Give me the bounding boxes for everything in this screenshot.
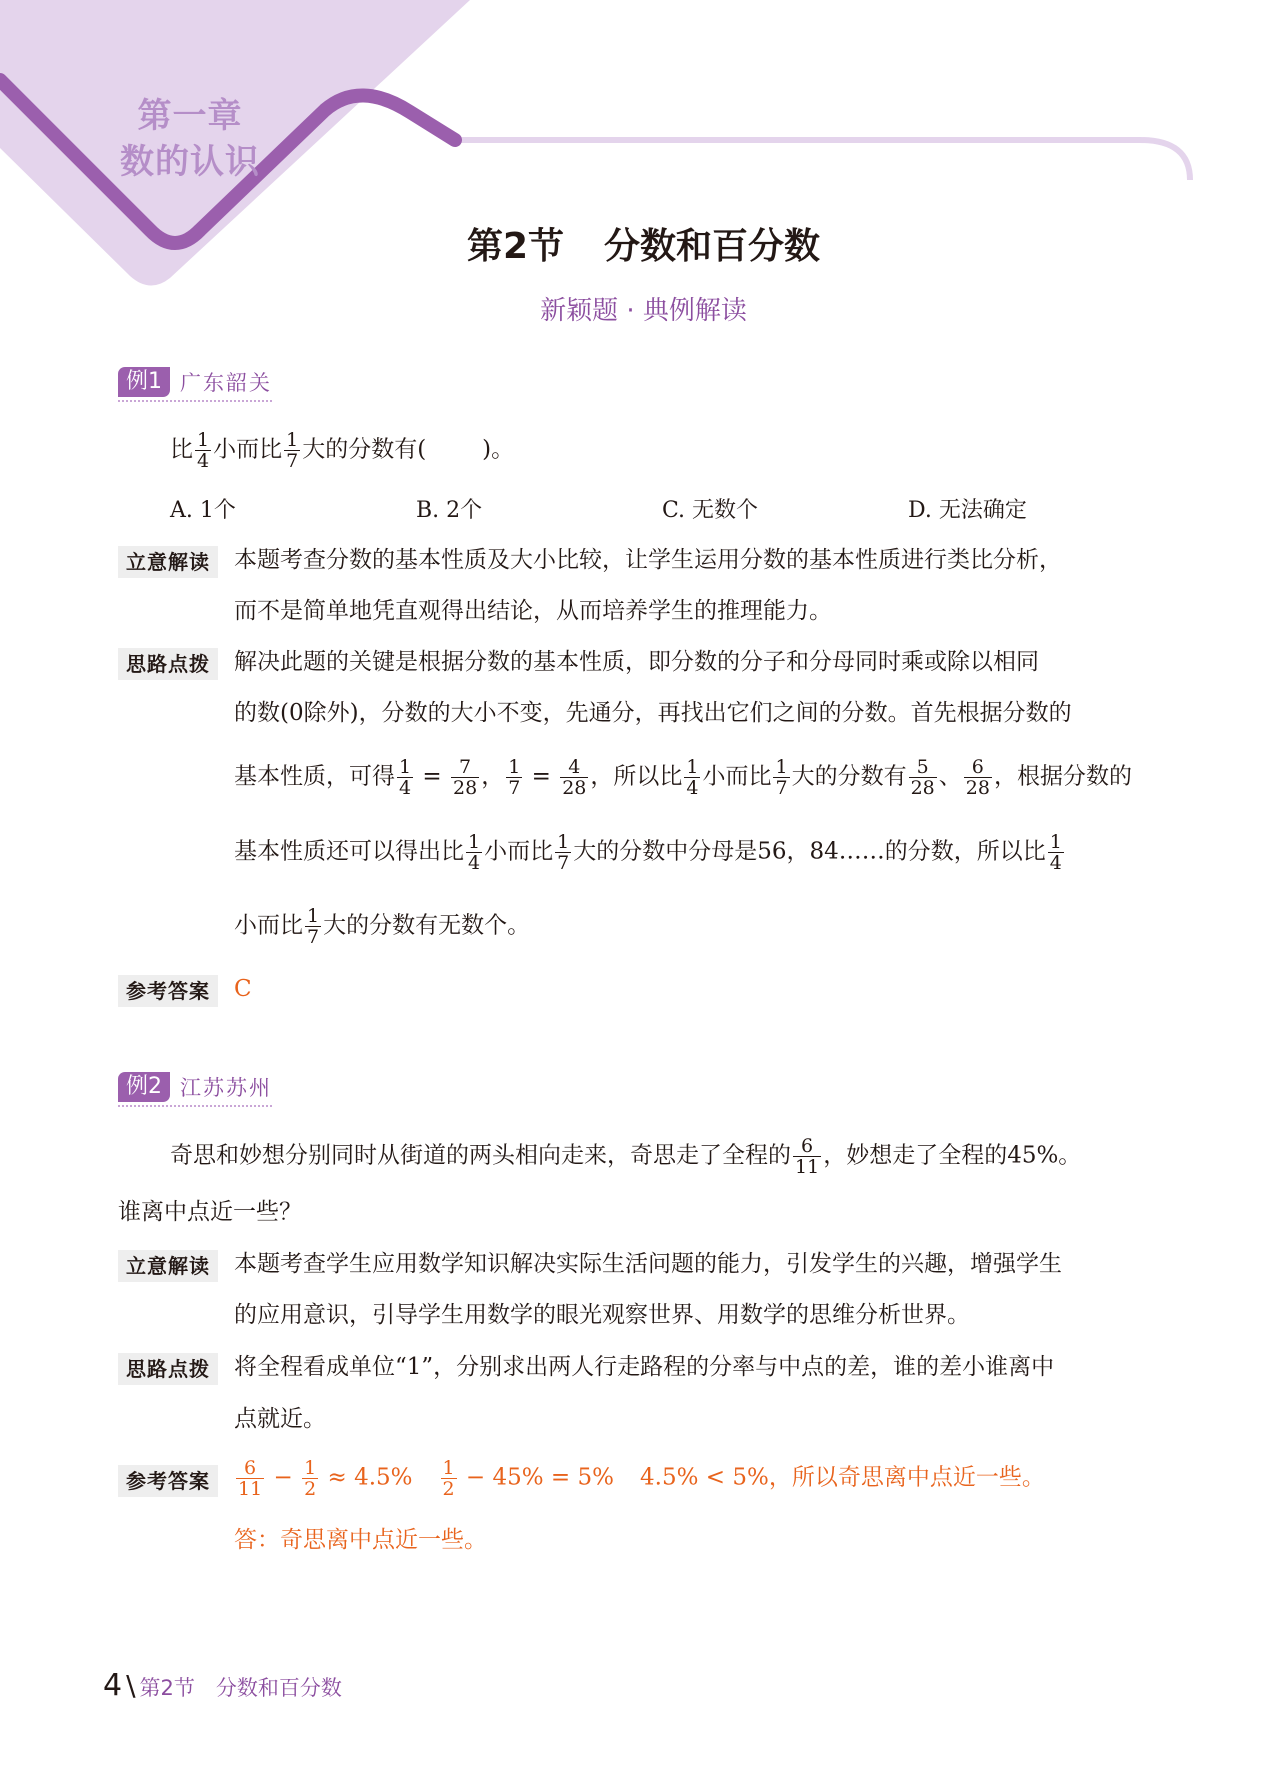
- hint-text: 将全程看成单位“1”，分别求出两人行走路程的分率与中点的差，谁的差小谁离中: [234, 1354, 1055, 1380]
- text-run: 大的分数中分母是56，84……的分数，所以比: [573, 838, 1046, 865]
- footer-separator: \: [126, 1669, 136, 1702]
- example-2-tag: [118, 1071, 272, 1107]
- section-heading: [0, 218, 1287, 269]
- example-badge: 例2: [118, 1072, 170, 1102]
- example-2-question: [170, 1136, 1081, 1177]
- hint-text: 的数(0除外)，分数的大小不变，先通分，再找出它们之间的分数。首先根据分数的: [234, 700, 1072, 726]
- option-b: B. 2个: [416, 498, 483, 523]
- text-run: ，所以比: [590, 763, 683, 790]
- section-number: 第2节: [466, 226, 565, 267]
- text-run: 大的分数有(: [302, 436, 427, 463]
- intent-label: 立意解读: [118, 1250, 218, 1282]
- footer-section: 第2节 分数和百分数: [139, 1676, 342, 1700]
- hint-label: 思路点拨: [118, 648, 218, 680]
- fraction: $\frac{1}{7}$: [508, 756, 521, 799]
- section-banner: 新颖题 · 典例解读: [540, 296, 747, 326]
- fraction: $\frac{6}{11}$: [238, 1457, 263, 1500]
- answer-label: 参考答案: [118, 975, 218, 1007]
- intent-text: 本题考查学生应用数学知识解决实际生活问题的能力，引发学生的兴趣，增强学生: [234, 1251, 1062, 1277]
- hint-text: 点就近。: [234, 1406, 326, 1432]
- example-region: 江苏苏州: [180, 1076, 272, 1100]
- text-run: ≈ 4.5%: [327, 1464, 413, 1491]
- answer-text: C: [234, 976, 252, 1002]
- hint-text: 解决此题的关键是根据分数的基本性质，即分数的分子和分母同时乘或除以相同: [234, 649, 1039, 675]
- text-run: −: [273, 1464, 293, 1491]
- option-c: C. 无数个: [662, 498, 759, 523]
- fraction: $\frac{1}{7}$: [307, 905, 320, 948]
- page-footer: [103, 1668, 342, 1703]
- text-run: − 45% = 5%: [465, 1464, 615, 1491]
- intent-label: 立意解读: [118, 546, 218, 578]
- hint-text: [234, 906, 530, 947]
- chapter-title: 数的认识: [120, 142, 260, 182]
- fraction: $\frac{1}{4}$: [686, 756, 699, 799]
- answer-text: [234, 1458, 1045, 1499]
- intent-text: 而不是简单地凭直观得出结论，从而培养学生的推理能力。: [234, 598, 832, 624]
- fraction: $\frac{1}{4}$: [1049, 831, 1062, 874]
- page-number: 4: [103, 1668, 123, 1703]
- hint-text: [234, 832, 1066, 873]
- text-run: ，: [481, 763, 505, 790]
- text-run: 、: [938, 763, 962, 790]
- text-run: 小而比: [234, 912, 303, 939]
- hint-text: 基本性质，可得 $\frac{1}{4}$ = $\frac{7}{28}$ ， $\frac{1}{7}$ = $\frac{4}{28}$ ，所以比 $\frac{1}{4}$ 小而比 $\frac{1}{7}$ 大的分数有 $\frac{5}{28}$ 、 $\frac{6}{28}$ ，根据分数的: [234, 756, 1132, 799]
- text-run: ，根据分数的: [993, 763, 1132, 790]
- fraction: $\frac{1}{2}$: [442, 1457, 455, 1500]
- fraction: $\frac{7}{28}$: [453, 756, 478, 799]
- text-run: 大的分数有无数个。: [323, 912, 531, 939]
- text-run: )。: [482, 436, 515, 463]
- fraction: $\frac{4}{28}$: [562, 756, 587, 799]
- fraction: $\frac{1}{7}$: [557, 831, 570, 874]
- answer-text: 答：奇思离中点近一些。: [234, 1527, 487, 1553]
- hint-label: 思路点拨: [118, 1353, 218, 1385]
- fraction: $\frac{6}{11}$: [795, 1135, 820, 1178]
- fraction: $\frac{1}{7}$: [286, 429, 299, 472]
- chapter-label: 第一章: [137, 96, 243, 136]
- answer-label: 参考答案: [118, 1465, 218, 1497]
- text-run: 奇思和妙想分别同时从街道的两头相向走来，奇思走了全程的: [170, 1142, 791, 1169]
- example-2-question: 谁离中点近一些？: [118, 1199, 302, 1225]
- text-run: 基本性质还可以得出比: [234, 838, 464, 865]
- intent-text: 的应用意识，引导学生用数学的眼光观察世界、用数学的思维分析世界。: [234, 1302, 970, 1328]
- text-run: 大的分数有: [791, 763, 907, 790]
- fraction: $\frac{6}{28}$: [965, 756, 990, 799]
- fraction: $\frac{1}{4}$: [197, 429, 210, 472]
- intent-text: 本题考查分数的基本性质及大小比较，让学生运用分数的基本性质进行类比分析，: [234, 547, 1062, 573]
- fraction: $\frac{1}{4}$: [399, 756, 412, 799]
- text-run: 小而比: [702, 763, 772, 790]
- text-run: ，妙想走了全程的45%。: [823, 1142, 1082, 1169]
- example-1-question: [170, 430, 514, 471]
- fraction: $\frac{1}{4}$: [468, 831, 481, 874]
- fraction: $\frac{1}{2}$: [304, 1457, 317, 1500]
- section-title: 分数和百分数: [604, 226, 821, 267]
- example-region: 广东韶关: [180, 371, 272, 395]
- fraction: $\frac{1}{7}$: [775, 756, 788, 799]
- text-run: 比: [170, 436, 193, 463]
- option-a: A. 1个: [170, 498, 236, 523]
- example-badge: 例1: [118, 367, 170, 397]
- text-run: 小而比: [213, 436, 283, 463]
- text-run: 基本性质，可得: [234, 763, 395, 790]
- example-1-tag: [118, 366, 272, 402]
- text-run: 小而比: [484, 838, 554, 865]
- fraction: $\frac{5}{28}$: [910, 756, 935, 799]
- text-run: 4.5% < 5%，所以奇思离中点近一些。: [640, 1464, 1045, 1491]
- option-d: D. 无法确定: [908, 498, 1027, 523]
